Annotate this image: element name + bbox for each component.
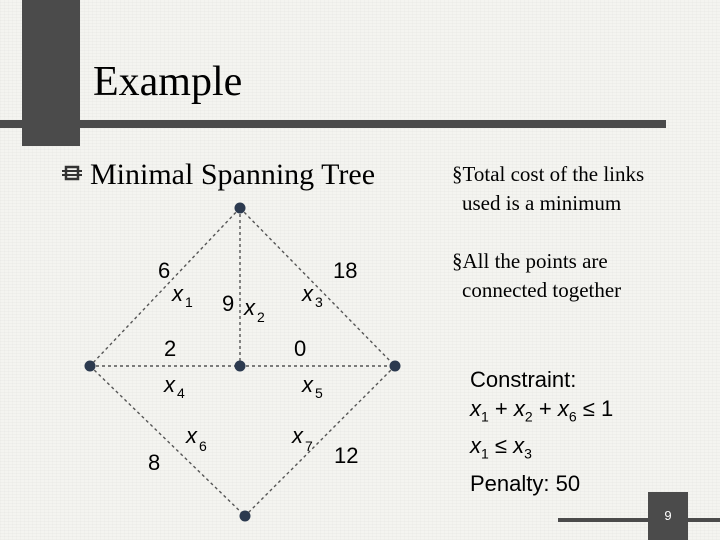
node-left <box>85 361 96 372</box>
var-x2 <box>243 295 265 325</box>
svg-text:x: x <box>302 281 313 306</box>
svg-text:4: 4 <box>177 385 185 401</box>
var-x6 <box>185 423 207 454</box>
var-x3 <box>301 281 323 310</box>
svg-text:7: 7 <box>305 438 313 454</box>
var-x1 <box>171 281 193 310</box>
slide-subtitle: Minimal Spanning Tree <box>90 158 376 191</box>
svg-text:3: 3 <box>315 294 323 310</box>
var-x5 <box>301 372 323 401</box>
svg-text:5: 5 <box>315 385 323 401</box>
var-x4 <box>163 372 185 401</box>
svg-text:x: x <box>244 295 255 320</box>
weight-x3: 18 <box>333 258 358 283</box>
page-number: 9 <box>664 508 672 523</box>
svg-text:x: x <box>164 372 175 397</box>
footer-bar <box>558 518 720 522</box>
constraint-line-2: $x_1 \le x_3$ <box>470 433 532 462</box>
note-line: connected together <box>462 278 622 302</box>
section-marker: § <box>452 249 463 273</box>
section-marker: § <box>452 162 463 186</box>
penalty-line: Penalty: 50 <box>470 470 581 496</box>
svg-text:x: x <box>186 423 197 448</box>
node-top <box>235 203 246 214</box>
svg-text:x: x <box>302 372 313 397</box>
weight-x7: 12 <box>334 443 359 468</box>
node-center <box>235 361 246 372</box>
node-right <box>390 361 401 372</box>
weight-x4: 2 <box>164 336 177 361</box>
svg-text:x: x <box>292 423 303 448</box>
weight-x2: 9 <box>222 291 235 316</box>
slide-title: Example <box>93 59 243 105</box>
svg-text:x: x <box>172 281 183 306</box>
weight-x6: 8 <box>148 450 161 475</box>
constraint-heading: Constraint: <box>470 367 577 392</box>
svg-text:2: 2 <box>257 309 265 325</box>
edge-x3 <box>240 208 395 366</box>
note-line: used is a minimum <box>462 191 622 215</box>
svg-text:1: 1 <box>185 294 193 310</box>
svg-text:6: 6 <box>199 438 207 454</box>
note-line: Total cost of the links <box>462 162 645 186</box>
weight-x1: 6 <box>158 258 171 283</box>
var-x7 <box>291 423 313 454</box>
note-line: All the points are <box>462 249 608 273</box>
constraint-line-1: $x_1 + x_2 + x_6 \le 1$ <box>470 396 614 425</box>
node-bottom <box>240 511 251 522</box>
weight-x5: 0 <box>294 336 307 361</box>
